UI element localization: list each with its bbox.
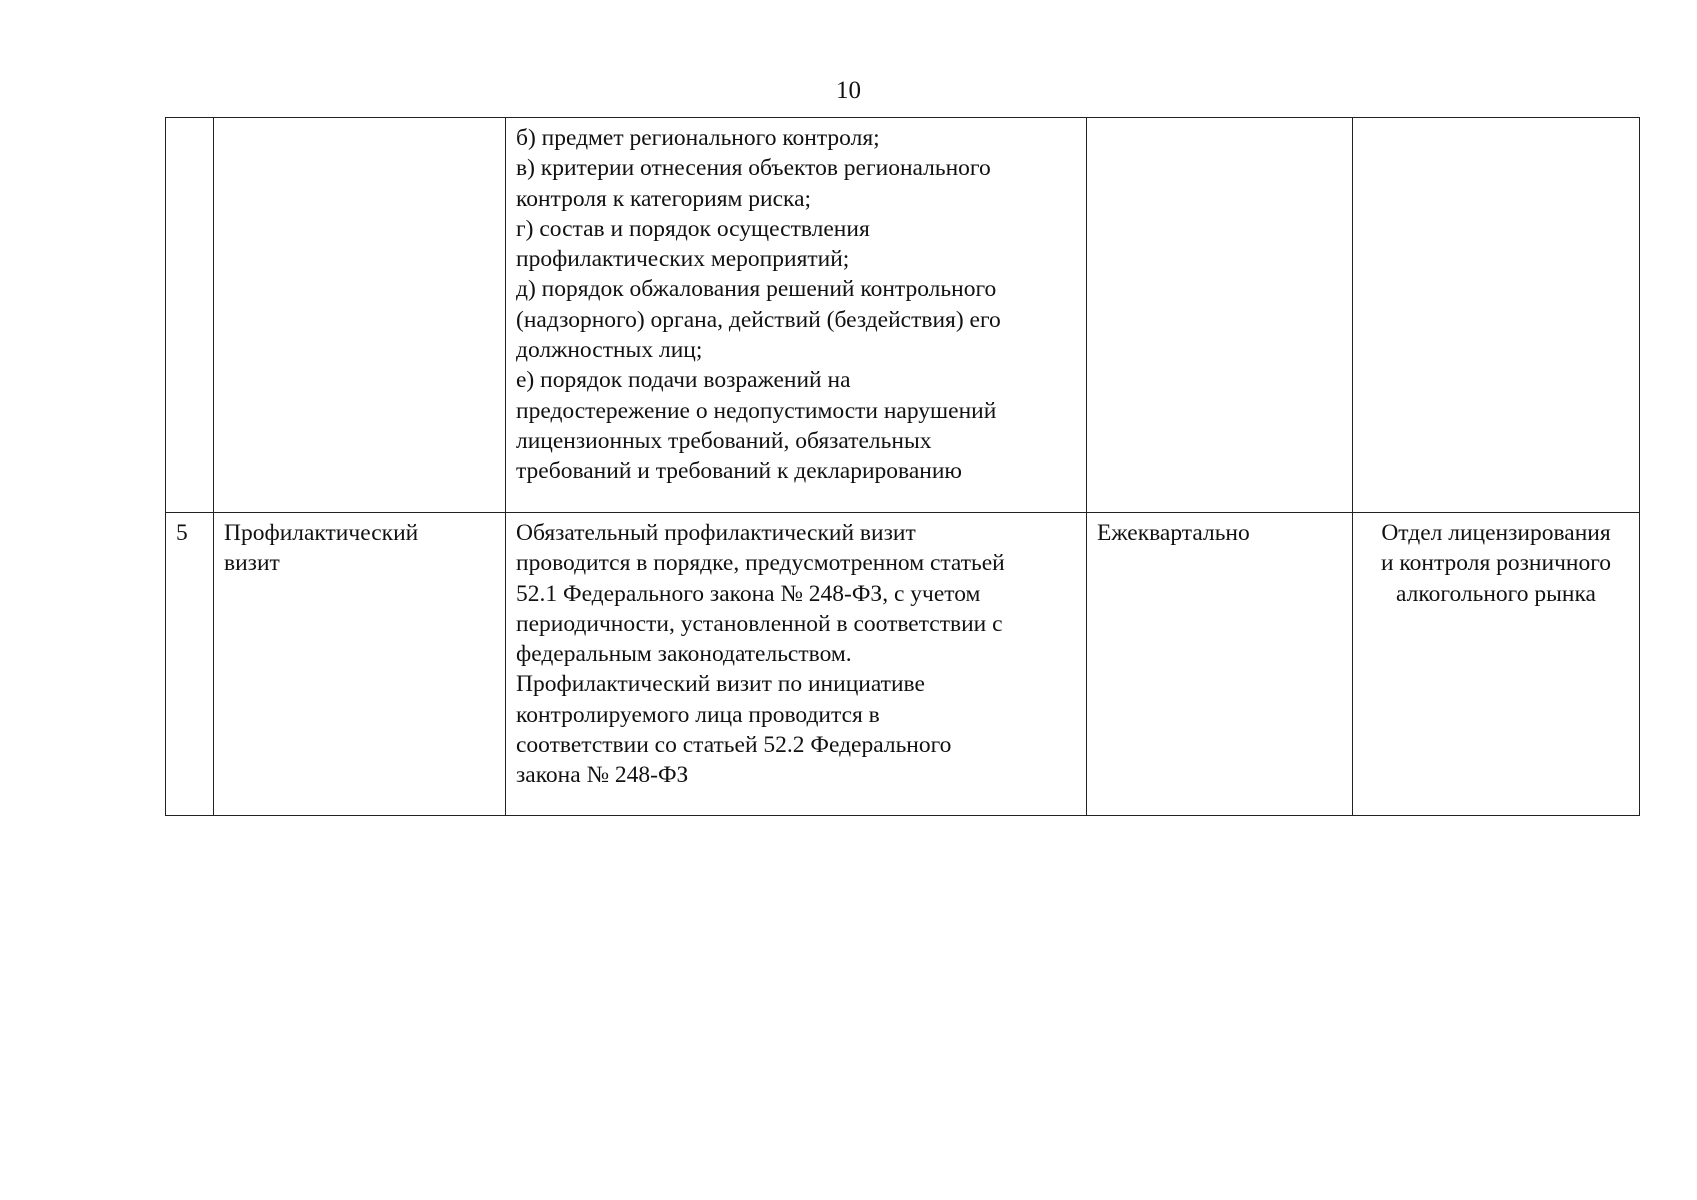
content-line: закона № 248-ФЗ (516, 762, 689, 789)
measure-content-cell (506, 513, 1087, 816)
content-line: контроля к категориям риска; (516, 185, 812, 212)
periodicity-cell (1087, 118, 1353, 513)
row-number: 5 (176, 520, 188, 546)
periodicity-cell (1087, 513, 1353, 816)
content-line: контролируемого лица проводится в (516, 701, 880, 728)
responsible-cell (1353, 513, 1640, 816)
content-line: должностных лиц; (516, 337, 703, 364)
content-line: (надзорного) органа, действий (бездействия) его (516, 306, 1001, 333)
responsible-line: Отдел лицензирования (1381, 520, 1611, 546)
responsible-line: и контроля розничного (1380, 550, 1612, 577)
content-line: Профилактический визит по инициативе (516, 671, 925, 698)
content-line: соответствии со статьей 52.2 Федерального (516, 732, 952, 759)
content-line: 52.1 Федерального закона № 248-ФЗ, с учетом (516, 580, 981, 607)
responsible-cell (1353, 118, 1640, 513)
responsible-line: алкогольного рынка (1396, 580, 1596, 607)
content-line: е) порядок подачи возражений на (516, 367, 851, 394)
content-line: требований и требований к декларированию (516, 458, 962, 485)
row-number-cell (166, 513, 214, 816)
content-line: проводится в порядке, предусмотренном статьей (516, 550, 1005, 577)
content-line: профилактических мероприятий; (516, 246, 850, 273)
measure-name-cell (214, 513, 506, 816)
table-row-continued (166, 118, 1640, 513)
content-line: Обязательный профилактический визит (516, 520, 916, 546)
measure-name-line: Профилактический (224, 520, 419, 546)
content-line: федеральным законодательством. (516, 641, 852, 668)
table-row-preventive-visit (166, 513, 1640, 816)
row-number-cell (166, 118, 214, 513)
measure-name-cell (214, 118, 506, 513)
content-line: г) состав и порядок осуществления (516, 215, 870, 242)
content-line: периодичности, установленной в соответствии с (516, 610, 1003, 637)
measure-content-cell (506, 118, 1087, 513)
page-number: 10 (836, 77, 861, 104)
periodicity-value: Ежеквартально (1097, 520, 1250, 546)
content-line: д) порядок обжалования решений контрольного (516, 276, 997, 303)
content-line: б) предмет регионального контроля; (516, 125, 880, 151)
measures-table (165, 117, 1640, 816)
measure-name-line: визит (224, 550, 280, 577)
content-line: предостережение о недопустимости нарушений (516, 397, 997, 424)
content-line: лицензионных требований, обязательных (516, 427, 932, 454)
content-line: в) критерии отнесения объектов регионального (516, 155, 991, 182)
